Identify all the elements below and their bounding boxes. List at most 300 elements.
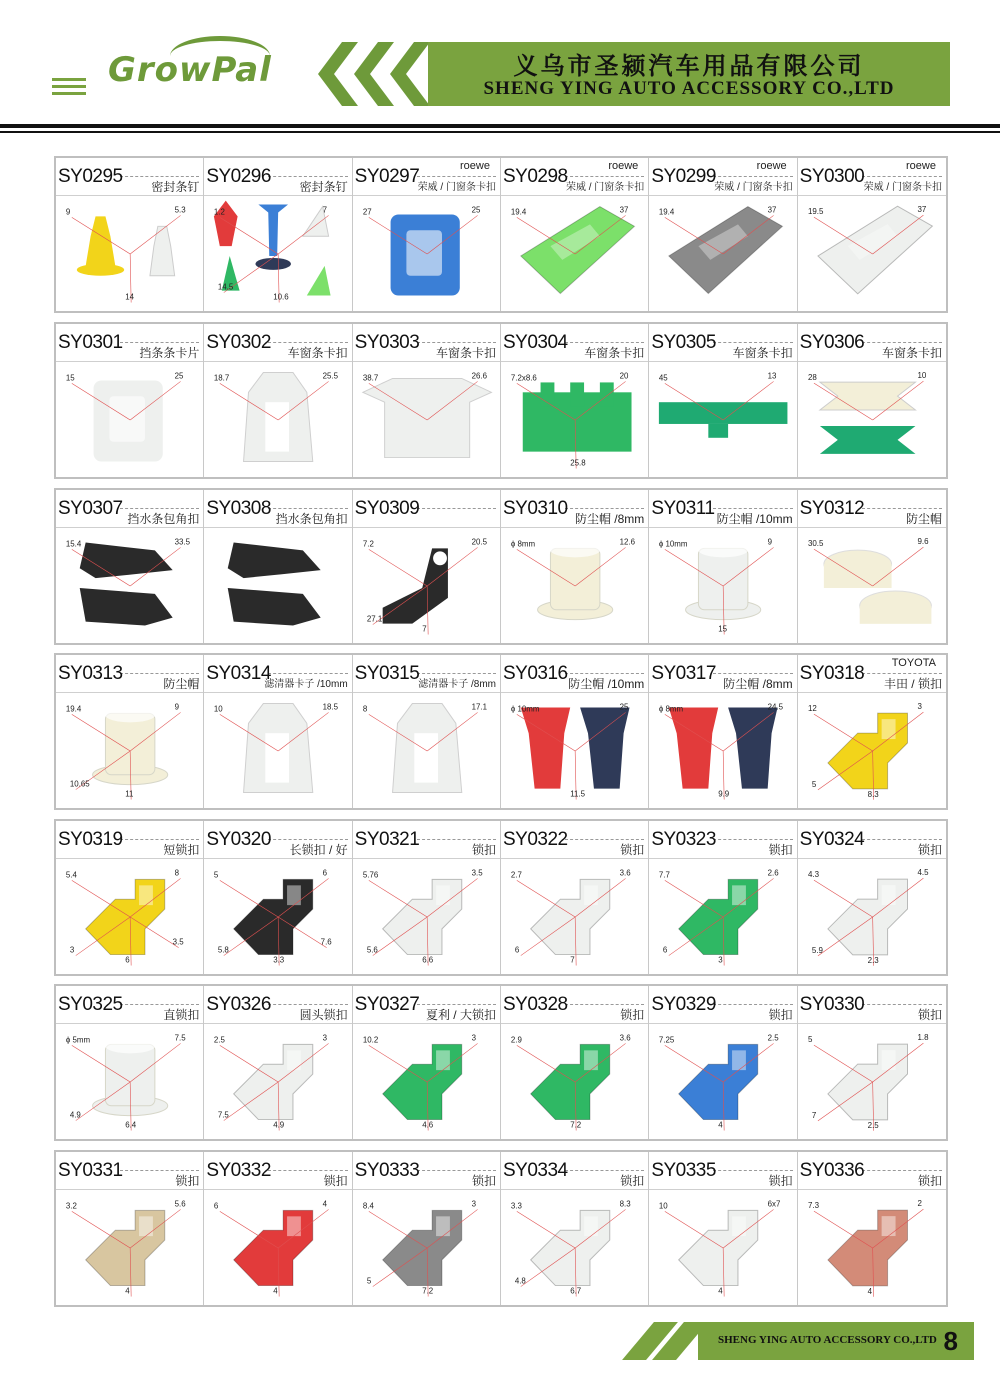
dimension-label: 7.7: [659, 870, 671, 880]
product-image: [204, 528, 351, 643]
dashed-rule: [565, 1170, 644, 1171]
dimension-label: 7.6: [321, 937, 333, 947]
product-code: SY0305: [651, 332, 716, 353]
dimension-label: 10: [214, 704, 224, 714]
dashed-rule: [268, 176, 347, 177]
product-header: [204, 821, 351, 859]
dimension-label: 12: [807, 704, 817, 714]
part-shape: [228, 542, 321, 578]
product-code: SY0328: [502, 994, 568, 1015]
dimension-label: 33.5: [174, 537, 191, 547]
part-shape: [287, 1216, 301, 1236]
product-cell: [56, 986, 204, 1139]
chevron-icon: [318, 42, 358, 106]
chevron-icon: [390, 42, 430, 106]
product-name: 密封条钉: [299, 180, 348, 194]
dimension-label: 4: [273, 1286, 278, 1296]
dimension-label: 5.6: [174, 1199, 186, 1209]
dimension-label: 20: [619, 371, 629, 381]
part-shape: [531, 1210, 610, 1285]
product-row: [54, 1150, 948, 1307]
product-header: [649, 1152, 796, 1190]
dimension-label: 10: [659, 1201, 668, 1211]
dimension-label: 3.3: [273, 955, 285, 965]
product-header: [798, 324, 946, 362]
product-code: SY0298: [502, 166, 568, 187]
dimension-label: 7: [322, 205, 328, 215]
dimension-label: 37: [767, 205, 777, 215]
dimension-label: ϕ 10mm: [510, 704, 540, 714]
dashed-rule: [565, 176, 644, 177]
product-code: SY0300: [799, 166, 865, 187]
dimension-label: 4.3: [807, 870, 819, 880]
product-code: SY0299: [651, 166, 716, 187]
product-code: SY0303: [354, 332, 420, 353]
product-code: SY0325: [58, 994, 123, 1015]
part-shape: [256, 258, 292, 270]
product-cell: [501, 655, 649, 808]
part-shape: [580, 707, 629, 788]
product-image: [501, 1190, 648, 1305]
dimension-label: 5.4: [65, 870, 77, 880]
product-name: 车窗条卡扣: [584, 346, 645, 360]
dimension-label: 20.5: [471, 537, 487, 547]
product-cell: [649, 986, 797, 1139]
product-name: 锁扣: [917, 843, 942, 857]
product-code: SY0295: [58, 166, 123, 187]
dimension-label: 7.2: [570, 1120, 582, 1130]
footer-band: [698, 1322, 974, 1360]
product-code: SY0324: [799, 829, 865, 850]
dimension-label: 14.5: [218, 282, 234, 292]
dimension-label: 19.4: [510, 207, 527, 217]
product-name: 锁扣: [175, 1174, 200, 1188]
logo-text: GrowPal: [108, 50, 272, 90]
product-image: [353, 1024, 500, 1139]
part-shape: [80, 542, 173, 578]
product-code: SY0323: [651, 829, 716, 850]
dashed-rule: [565, 508, 644, 509]
product-image: [353, 362, 500, 477]
product-header: [798, 1152, 946, 1190]
product-name: 锁扣: [620, 1008, 645, 1022]
product-code: SY0334: [502, 1160, 568, 1181]
footer-banner: [628, 1322, 974, 1360]
product-header: [798, 821, 946, 859]
dashed-rule: [268, 1170, 347, 1171]
product-header: [501, 986, 648, 1024]
dashed-rule: [120, 673, 199, 674]
product-name: 密封条钉: [151, 180, 200, 194]
product-header: [353, 986, 500, 1024]
product-image: [56, 693, 203, 808]
part-shape: [881, 1216, 895, 1236]
dimension-leader: [665, 1045, 723, 1082]
part-shape: [436, 885, 450, 905]
dashed-rule: [862, 673, 942, 674]
product-image: [798, 196, 946, 311]
product-cell: [353, 158, 501, 311]
dimension-label: 8: [174, 868, 180, 878]
part-shape: [828, 879, 908, 955]
part-shape: [820, 426, 916, 454]
dimension-label: 5.9: [811, 945, 823, 955]
dimension-label: 25.5: [322, 371, 339, 381]
product-name: 防尘帽 /10mm: [716, 512, 793, 526]
product-image: [649, 859, 796, 974]
part-shape: [732, 1216, 746, 1236]
product-name: 防尘帽: [905, 512, 942, 526]
product-code: SY0304: [502, 332, 568, 353]
dashed-rule: [713, 1170, 792, 1171]
dimension-label: 8: [362, 704, 367, 714]
dimension-label: 26.6: [471, 371, 487, 381]
product-image: [798, 1024, 946, 1139]
dimension-label: 5.8: [218, 945, 230, 955]
product-header: [501, 1152, 648, 1190]
product-brand: roewe: [608, 160, 639, 172]
product-header: [204, 1152, 351, 1190]
dimension-label: 17.1: [471, 702, 487, 712]
dimension-label: 9.6: [917, 537, 929, 547]
product-image: [798, 693, 946, 808]
product-cell: [798, 1152, 946, 1305]
product-row: [54, 984, 948, 1141]
product-image: [204, 1024, 351, 1139]
product-image: [204, 196, 351, 311]
product-cell: [649, 655, 797, 808]
product-header: [501, 158, 648, 196]
product-cell: [501, 324, 649, 477]
product-brand: roewe: [906, 160, 936, 172]
dimension-label: 5.3: [174, 205, 186, 215]
product-name: 圆头锁扣: [299, 1008, 348, 1022]
product-code: SY0313: [58, 663, 123, 684]
dimension-label: 28: [807, 373, 817, 383]
product-code: SY0307: [58, 498, 123, 519]
dimension-label: 1.2: [214, 207, 226, 217]
product-brand: TOYOTA: [891, 657, 936, 669]
growpal-logo: [52, 38, 282, 118]
product-cell: [56, 1152, 204, 1305]
product-cell: [649, 490, 797, 643]
product-cell: [204, 324, 352, 477]
part-shape: [105, 1039, 154, 1053]
product-image: [204, 859, 351, 974]
dimension-label: 7.2: [362, 539, 374, 549]
dimension-label: 2.5: [214, 1035, 226, 1045]
product-cell: [204, 1152, 352, 1305]
product-cell: [798, 655, 946, 808]
product-code: SY0322: [502, 829, 568, 850]
header-rule: [0, 124, 1000, 128]
dimension-label: 3: [471, 1033, 476, 1043]
part-shape: [234, 1044, 313, 1119]
dimension-leader: [517, 880, 575, 917]
part-shape: [679, 879, 758, 954]
product-image: [798, 1190, 946, 1305]
product-name: 挡水条包角扣: [275, 512, 348, 526]
dashed-rule: [565, 342, 644, 343]
product-name: 锁扣: [768, 1008, 793, 1022]
product-header: [56, 1152, 203, 1190]
logo-bars-icon: [52, 78, 86, 99]
dimension-label: 6.7: [570, 1286, 582, 1296]
dimension-label: 10: [917, 371, 926, 381]
dashed-rule: [120, 1170, 199, 1171]
dimension-label: 7.25: [659, 1035, 675, 1045]
product-name: 防尘帽 /8mm: [574, 512, 645, 526]
product-cell: [353, 655, 501, 808]
product-cell: [649, 324, 797, 477]
dimension-leader: [72, 880, 130, 917]
product-name: 防尘帽: [163, 677, 200, 691]
product-image: [501, 528, 648, 643]
part-shape: [531, 879, 610, 954]
dimension-label: 4.6: [421, 1120, 433, 1130]
dimension-leader: [72, 1211, 130, 1248]
dimension-label: 27.1: [366, 614, 382, 624]
dimension-label: 2.6: [767, 868, 779, 878]
product-name: 锁扣: [620, 843, 645, 857]
part-shape: [234, 1210, 313, 1285]
product-cell: [649, 158, 797, 311]
product-code: SY0336: [799, 1160, 865, 1181]
dimension-label: 1.8: [917, 1033, 929, 1043]
product-name: 车窗条卡扣: [732, 346, 793, 360]
dimension-label: 11.5: [570, 789, 586, 799]
product-name: 锁扣: [917, 1174, 942, 1188]
part-shape: [287, 1050, 301, 1070]
product-name: 锁扣: [471, 1174, 496, 1188]
dimension-label: 3.6: [619, 868, 631, 878]
dimension-label: 6: [125, 955, 130, 965]
dimension-leader: [220, 1211, 278, 1248]
part-shape: [828, 1044, 908, 1120]
dashed-rule: [268, 508, 347, 509]
product-code: SY0331: [58, 1160, 123, 1181]
product-name: 夏利 / 大锁扣: [425, 1008, 496, 1022]
part-shape: [382, 1044, 461, 1119]
part-shape: [406, 230, 442, 275]
product-row: [54, 653, 948, 810]
dimension-label: 7.3: [807, 1201, 819, 1211]
product-name: 锁扣: [768, 843, 793, 857]
product-name: 短锁扣: [163, 843, 200, 857]
product-header: [353, 490, 500, 528]
part-shape: [266, 733, 290, 782]
dimension-label: 7: [421, 624, 427, 634]
product-image: [798, 528, 946, 643]
dimension-label: 5: [366, 1276, 371, 1286]
dimension-label: 4.5: [917, 868, 929, 878]
product-cell: [501, 490, 649, 643]
dimension-label: 7.2x8.6: [510, 373, 537, 383]
product-name: 长锁扣 / 好: [289, 843, 348, 857]
product-image: [649, 1024, 796, 1139]
dimension-label: 9: [174, 702, 180, 712]
product-cell: [649, 821, 797, 974]
product-image: [501, 693, 648, 808]
dimension-leader: [368, 1045, 426, 1082]
product-code: SY0301: [58, 332, 123, 353]
product-code: SY0310: [502, 498, 568, 519]
dashed-rule: [120, 1004, 199, 1005]
product-image: [56, 528, 203, 643]
product-header: [798, 655, 946, 693]
product-header: [649, 490, 796, 528]
dimension-label: 5: [811, 779, 817, 789]
product-cell: [204, 986, 352, 1139]
product-image: [56, 196, 203, 311]
part-shape: [228, 588, 321, 626]
dimension-label: 19.5: [807, 207, 824, 217]
product-code: SY0314: [206, 663, 271, 684]
product-name: 荣威 / 门窗条卡扣: [863, 182, 942, 193]
dimension-label: 6: [322, 868, 328, 878]
product-cell: [798, 324, 946, 477]
chevron-icon: [354, 42, 394, 106]
part-shape: [105, 708, 154, 722]
dimension-label: ϕ 10mm: [659, 539, 688, 549]
product-image: [501, 196, 648, 311]
product-code: SY0308: [206, 498, 271, 519]
product-name: 挡水条包角扣: [127, 512, 200, 526]
product-header: [204, 655, 351, 693]
part-shape: [307, 266, 331, 296]
product-image: [798, 362, 946, 477]
dimension-label: 15: [65, 373, 75, 383]
dimension-label: 3: [471, 1199, 476, 1209]
product-name: 车窗条卡扣: [287, 346, 348, 360]
dimension-label: 2.7: [510, 870, 522, 880]
product-header: [56, 324, 203, 362]
dimension-leader: [665, 1211, 723, 1248]
dimension-label: 25.8: [570, 458, 586, 468]
dimension-label: 3.5: [471, 868, 483, 878]
product-image: [501, 362, 648, 477]
product-header: [353, 655, 500, 693]
product-code: SY0321: [354, 829, 420, 850]
part-shape: [584, 1050, 598, 1070]
product-name: 滤清器卡子 /10mm: [264, 679, 348, 690]
dashed-rule: [417, 508, 496, 509]
dashed-rule: [862, 1004, 942, 1005]
dimension-label: 4: [867, 1286, 872, 1296]
product-code: SY0311: [651, 498, 715, 519]
product-row: [54, 322, 948, 479]
dimension-label: 45: [659, 373, 668, 383]
dimension-label: 9: [65, 207, 71, 217]
part-shape: [600, 382, 614, 406]
dashed-rule: [565, 839, 644, 840]
dimension-leader: [220, 880, 278, 917]
product-cell: [204, 821, 352, 974]
part-shape: [881, 885, 895, 905]
dimension-label: 7: [811, 1110, 817, 1120]
dimension-leader: [368, 880, 426, 917]
part-shape: [139, 885, 153, 905]
dimension-label: 4.9: [69, 1110, 81, 1120]
part-shape: [436, 1050, 450, 1070]
product-cell: [798, 158, 946, 311]
product-cell: [501, 1152, 649, 1305]
product-image: [204, 693, 351, 808]
dimension-label: 15.4: [65, 539, 82, 549]
dashed-rule: [268, 342, 347, 343]
header-rule: [0, 131, 1000, 133]
product-code: SY0296: [206, 166, 271, 187]
part-shape: [550, 548, 599, 609]
dimension-label: 27: [362, 207, 372, 217]
product-cell: [353, 1152, 501, 1305]
dashed-rule: [120, 342, 199, 343]
dimension-label: 2.5: [767, 1033, 779, 1043]
dimension-leader: [665, 880, 723, 917]
product-header: [649, 986, 796, 1024]
dimension-leader: [368, 549, 426, 586]
product-row: [54, 819, 948, 976]
product-name: 锁扣: [620, 1174, 645, 1188]
product-header: [649, 655, 796, 693]
part-shape: [709, 424, 729, 438]
dimension-label: 10.6: [273, 292, 289, 302]
product-code: SY0317: [651, 663, 716, 684]
dashed-rule: [417, 673, 496, 674]
product-header: [353, 158, 500, 196]
part-shape: [679, 1210, 758, 1285]
product-image: [204, 362, 351, 477]
part-shape: [150, 226, 175, 275]
product-header: [56, 490, 203, 528]
part-shape: [80, 588, 173, 626]
dimension-label: 24.5: [767, 702, 784, 712]
dashed-rule: [120, 839, 199, 840]
product-name: 防尘帽 /8mm: [723, 677, 793, 691]
dashed-rule: [862, 342, 942, 343]
product-cell: [56, 158, 204, 311]
dimension-leader: [220, 1045, 278, 1082]
dimension-label: 15: [718, 624, 728, 634]
dashed-rule: [713, 508, 792, 509]
product-code: SY0318: [799, 663, 865, 684]
dashed-rule: [120, 176, 199, 177]
dimension-label: 30.5: [807, 539, 824, 549]
dashed-rule: [565, 673, 644, 674]
product-row: [54, 488, 948, 645]
dimension-label: 3.2: [65, 1201, 77, 1211]
product-image: [353, 693, 500, 808]
product-code: SY0306: [799, 332, 865, 353]
product-image: [649, 693, 796, 808]
part-shape: [824, 564, 892, 588]
product-image: [56, 1190, 203, 1305]
part-shape: [234, 879, 313, 954]
product-cell: [798, 821, 946, 974]
product-image: [56, 362, 203, 477]
dashed-rule: [862, 1170, 942, 1171]
dimension-label: 18.5: [322, 702, 339, 712]
product-cell: [56, 324, 204, 477]
product-cell: [501, 986, 649, 1139]
dimension-label: 3.5: [172, 937, 184, 947]
product-image: [501, 859, 648, 974]
part-shape: [382, 879, 461, 954]
part-shape: [659, 402, 788, 424]
company-name-en: SHENG YING AUTO ACCESSORY CO.,LTD: [483, 78, 895, 99]
company-name-cn: 义乌市圣颍汽车用品有限公司: [513, 52, 865, 80]
dimension-label: 7.5: [218, 1110, 230, 1120]
